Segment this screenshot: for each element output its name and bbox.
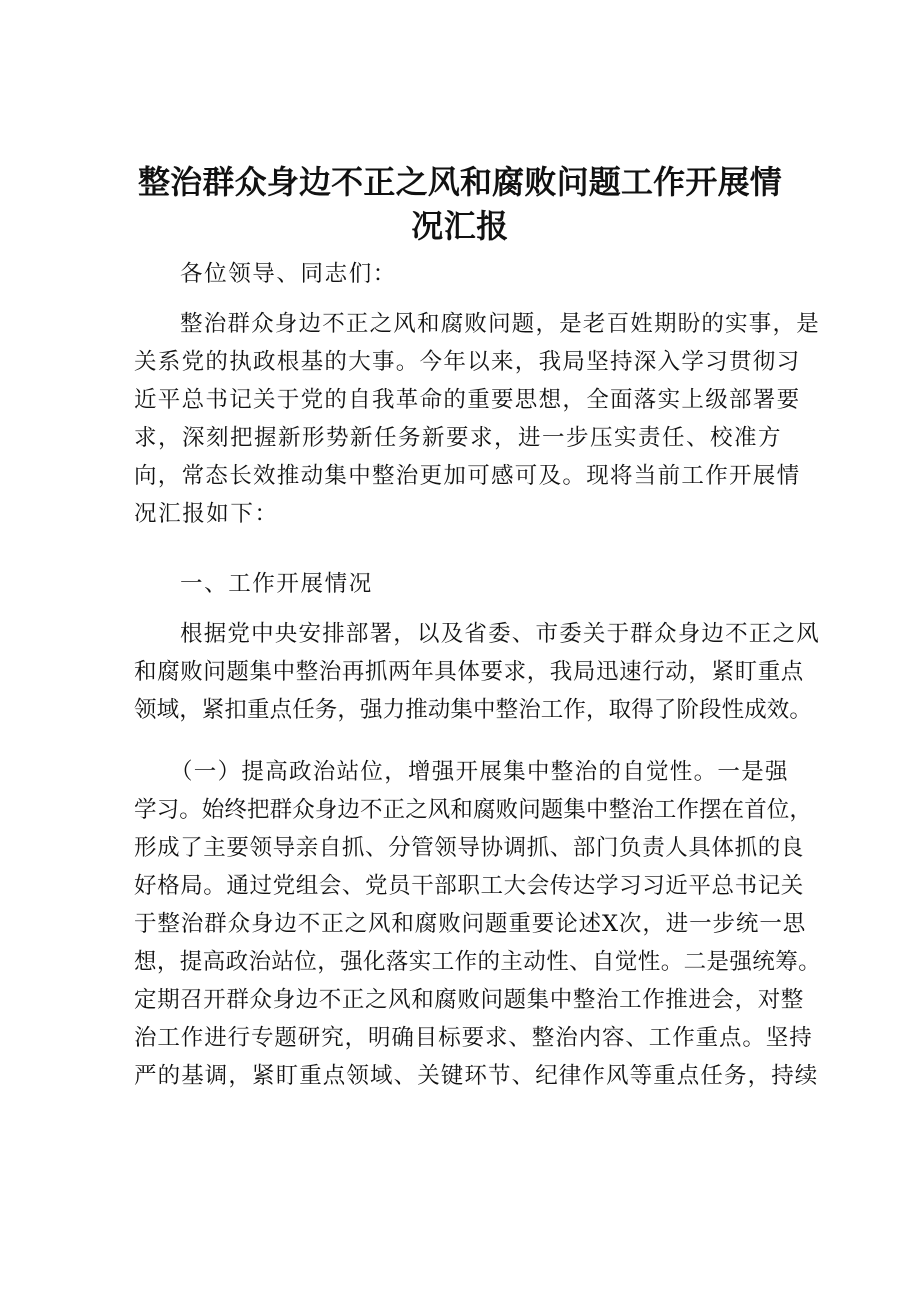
paragraph-line: 关系党的执政根基的大事。今年以来，我局坚持深入学习贯彻习 (134, 349, 801, 375)
paragraph-line: 向，常态长效推动集中整治更加可感可及。现将当前工作开展情 (134, 463, 801, 489)
paragraph-line: 学习。始终把群众身边不正之风和腐败问题集中整治工作摆在首位， (134, 797, 813, 823)
paragraph-line: 于整治群众身边不正之风和腐败问题重要论述X次，进一步统一思 (134, 911, 807, 937)
paragraph-intro (134, 305, 820, 533)
title-line: 整治群众身边不正之风和腐败问题工作开展情 (137, 163, 782, 201)
paragraph-line: 领域，紧扣重点任务，强力推动集中整治工作，取得了阶段性成效。 (134, 697, 813, 723)
paragraph-line: 近平总书记关于党的自我革命的重要思想，全面落实上级部署要 (134, 387, 801, 413)
salutation (134, 255, 802, 293)
paragraph-line: 好格局。通过党组会、党员干部职工大会传达学习习近平总书记关 (134, 873, 804, 899)
document-title (120, 160, 800, 248)
paragraph-line: 形成了主要领导亲自抓、分管领导协调抓、部门负责人具体抓的良 (134, 835, 804, 861)
salutation-text: 各位领导、同志们： (180, 261, 397, 287)
paragraph-line: 和腐败问题集中整治再抓两年具体要求，我局迅速行动，紧盯重点 (134, 659, 804, 685)
paragraph-line: （一）提高政治站位，增强开展集中整治的自觉性。一是强 (170, 759, 789, 785)
paragraph-line: 定期召开群众身边不正之风和腐败问题集中整治工作推进会，对整 (134, 987, 804, 1013)
paragraph-line: 根据党中央安排部署，以及省委、市委关于群众身边不正之风 (180, 621, 820, 647)
paragraph-line: 治工作进行专题研究，明确目标要求、整治内容、工作重点。坚持 (134, 1025, 813, 1051)
title-line: 况汇报 (411, 207, 509, 245)
paragraph-overview (134, 615, 820, 729)
paragraph-line: 况汇报如下： (134, 501, 279, 527)
paragraph-line: 求，深刻把握新形势新任务新要求，进一步压实责任、校准方 (134, 425, 783, 451)
section-heading-text: 一、工作开展情况 (180, 571, 373, 597)
paragraph-line: 想，提高政治站位，强化落实工作的主动性、自觉性。二是强统筹。 (134, 949, 822, 975)
paragraph-line: 严的基调，紧盯重点领域、关键环节、纪律作风等重点任务，持续 (134, 1063, 819, 1089)
section-heading (134, 565, 802, 603)
paragraph-line: 整治群众身边不正之风和腐败问题，是老百姓期盼的实事，是 (180, 311, 820, 337)
paragraph-political-stance (134, 753, 822, 1095)
